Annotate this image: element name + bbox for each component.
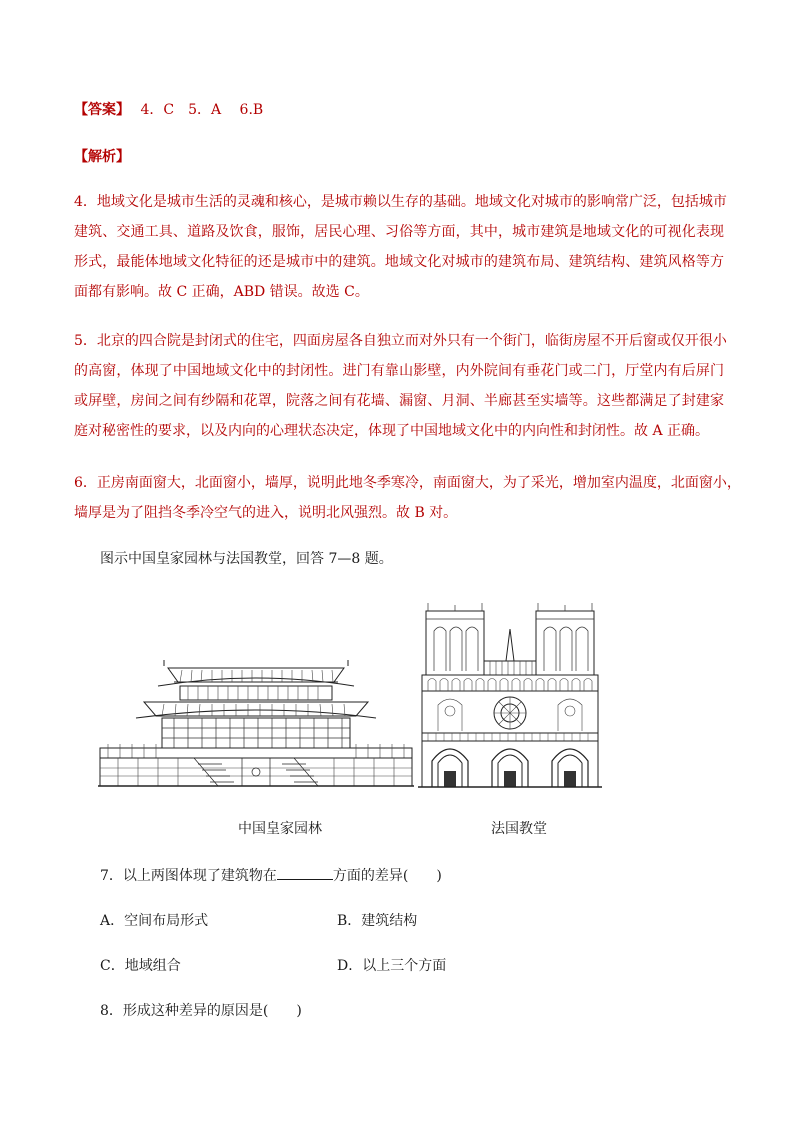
right-figure-caption: 法国教堂 (491, 821, 547, 837)
explanation-6-line: 墙厚是为了阻挡冬季冷空气的进入，说明北风强烈。故 B 对。 (74, 505, 458, 521)
option-c[interactable]: C．地域组合 (100, 958, 181, 974)
left-figure-caption: 中国皇家园林 (238, 821, 322, 837)
explanation-5-line: 5．北京的四合院是封闭式的住宅，四面房屋各自独立而对外只有一个街门，临街房屋不开后窗或仅开很小 (74, 333, 727, 349)
answer-values: 4．C 5．A 6.B (140, 102, 264, 118)
question-7-stem (100, 865, 442, 886)
explanation-4 (74, 187, 727, 307)
question-7-stem-before: 7．以上两图体现了建筑物在 (100, 868, 277, 884)
explanation-6-line: 6．正房南面窗大，北面窗小，墙厚，说明此地冬季寒冷，南面窗大，为了采光，增加室内温度，北面窗小， (74, 475, 741, 491)
analysis-label: 【解析】 (74, 149, 130, 165)
answer-blank[interactable] (277, 865, 333, 880)
explanation-5-line: 庭对秘密性的要求，以及内向的心理状态决定，体现了中国地域文化中的内向性和封闭性。故 A 正确。 (74, 423, 710, 439)
question-intro: 图示中国皇家园林与法国教堂，回答 7—8 题。 (100, 551, 393, 567)
option-b[interactable]: B．建筑结构 (337, 913, 418, 929)
explanation-4-line: 面都有影响。故 C 正确，ABD 错误。故选 C。 (74, 284, 369, 300)
explanation-5-line: 或屏壁，房间之间有纱隔和花罩，院落之间有花墙、漏窗、月洞、半廊甚至实墙等。这些都满足了封建家 (74, 393, 724, 409)
explanation-4-line: 4．地域文化是城市生活的灵魂和核心，是城市赖以生存的基础。地域文化对城市的影响常广泛，包括城市 (74, 194, 727, 210)
answer-label: 【答案】 (74, 102, 130, 118)
chinese-palace-illustration (98, 658, 414, 788)
question-7-stem-after: 方面的差异( ) (332, 868, 442, 884)
explanation-4-line: 形式，最能体地域文化特征的还是城市中的建筑。地域文化对城市的建筑布局、建筑结构、建筑风格等方 (74, 254, 724, 270)
question-8-stem: 8．形成这种差异的原因是( ) (100, 1003, 302, 1019)
explanation-5 (74, 326, 727, 446)
option-d[interactable]: D．以上三个方面 (337, 958, 447, 974)
explanation-4-line: 建筑、交通工具、道路及饮食，服饰，居民心理、习俗等方面，其中，城市建筑是地域文化的可视化表现 (74, 224, 724, 240)
explanation-5-line: 的高窗，体现了中国地域文化中的封闭性。进门有靠山影壁，内外院间有垂花门或二门，厅堂内有后屏门 (74, 363, 724, 379)
french-cathedral-illustration (418, 601, 602, 789)
option-a[interactable]: A．空间布局形式 (100, 913, 209, 929)
explanation-6 (74, 468, 741, 528)
answer-line (74, 100, 263, 120)
